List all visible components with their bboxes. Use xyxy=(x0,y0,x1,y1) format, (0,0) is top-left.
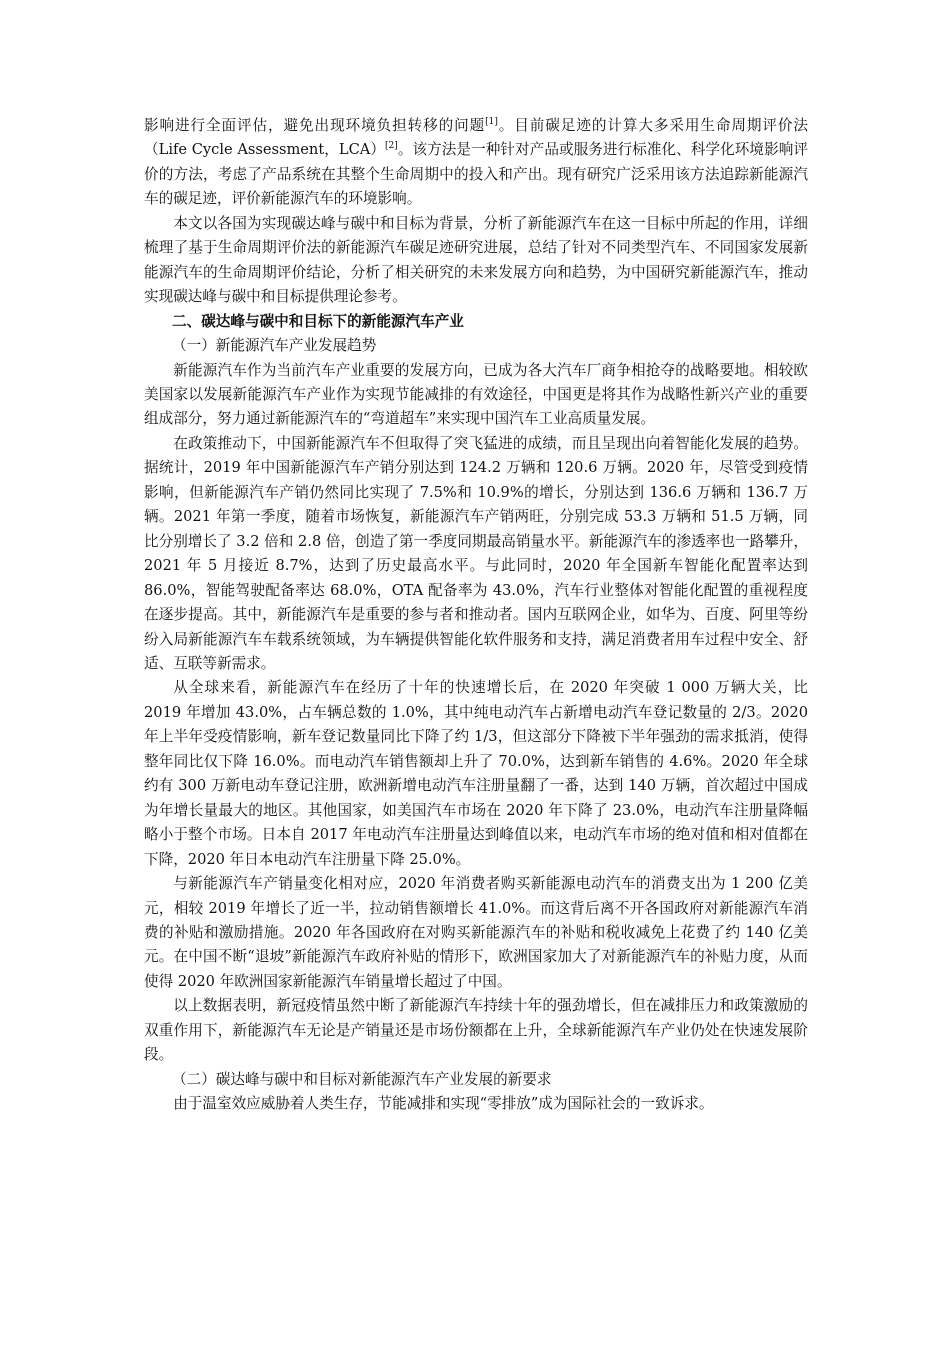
body-paragraph xyxy=(144,994,808,1067)
body-paragraph xyxy=(144,1092,808,1116)
section-heading xyxy=(144,310,808,334)
text-run: 二、碳达峰与碳中和目标下的新能源汽车产业 xyxy=(172,312,464,330)
text-run: 。目前碳足迹的计算大多采用生命周期评价法（Life Cycle Assessment，LCA） xyxy=(144,117,808,159)
text-run: 由于温室效应威胁着人类生存，节能减排和实现“零排放”成为国际社会的一致诉求。 xyxy=(173,1095,714,1113)
text-run: 与新能源汽车产销量变化相对应，2020 年消费者购买新能源电动汽车的消费支出为 1 200 亿美元，相较 2019 年增长了近一半，拉动销售额增长 41.0%。而这背后离不开各国政府对新能源汽车消费的补贴和激励措施。2020 年各国政府在对购买新能源汽车的补贴和税收减免上花费了约 140 亿美元。在中国不断“退坡”新能源汽车政府补贴的情形下，欧洲国家加大了对新能源汽车的补贴力度，从而使得 2020 年欧洲国家新能源汽车销量增长超过了中国。 xyxy=(144,875,808,990)
citation-marker: [2] xyxy=(385,141,398,152)
subsection-heading xyxy=(144,334,808,358)
text-run: （二）碳达峰与碳中和目标对新能源汽车产业发展的新要求 xyxy=(172,1070,552,1088)
text-run: 。该方法是一种针对产品或服务进行标准化、科学化环境影响评价的方法，考虑了产品系统在其整个生命周期中的投入和产出。现有研究广泛采用该方法追踪新能源汽车的碳足迹，评价新能源汽车的环境影响。 xyxy=(144,141,808,208)
citation-marker: [1] xyxy=(485,117,498,128)
body-paragraph xyxy=(144,432,808,677)
text-run: 影响进行全面评估，避免出现环境负担转移的问题 xyxy=(144,117,486,134)
body-paragraph xyxy=(144,359,808,432)
text-run: 新能源汽车作为当前汽车产业重要的发展方向，已成为各大汽车厂商争相抢夺的战略要地。相较欧美国家以发展新能源汽车产业作为实现节能减排的有效途径，中国更是将其作为战略性新兴产业的重要组成部分，努力通过新能源汽车的“弯道超车”来实现中国汽车工业高质量发展。 xyxy=(144,361,808,428)
text-run: 在政策推动下，中国新能源汽车不但取得了突飞猛进的成绩，而且呈现出向着智能化发展的趋势。据统计，2019 年中国新能源汽车产销分别达到 124.2 万辆和 120.6 万辆。2020 年，尽管受到疫情影响，但新能源汽车产销仍然同比实现了 7.5%和 10.9%的增长，分别达到 136.6 万辆和 136.7 万辆。2021 年第一季度，随着市场恢复，新能源汽车产销两旺，分别完成 53.3 万辆和 51.5 万辆，同比分别增长了 3.2 倍和 2.8 倍，创造了第一季度同期最高销量水平。新能源汽车的渗透率也一路攀升，2021 年 5 月接近 8.7%，达到了历史最高水平。与此同时，2020 年全国新车智能化配置率达到 86.0%，智能驾驶配备率达 68.0%，OTA 配备率为 43.0%，汽车行业整体对智能化配置的重视程度在逐步提高。其中，新能源汽车是重要的参与者和推动者。国内互联网企业，如华为、百度、阿里等纷纷入局新能源汽车车载系统领域，为车辆提供智能化软件服务和支持，满足消费者用车过程中安全、舒适、互联等新需求。 xyxy=(144,434,808,672)
text-run: 以上数据表明，新冠疫情虽然中断了新能源汽车持续十年的强劲增长，但在减排压力和政策激励的双重作用下，新能源汽车无论是产销量还是市场份额都在上升，全球新能源汽车产业仍处在快速发展阶段。 xyxy=(144,997,808,1064)
body-paragraph xyxy=(144,212,808,310)
body-paragraph xyxy=(144,114,808,212)
paper-body xyxy=(144,114,808,1117)
text-run: （一）新能源汽车产业发展趋势 xyxy=(172,337,377,355)
body-paragraph xyxy=(144,872,808,994)
text-run: 从全球来看，新能源汽车在经历了十年的快速增长后，在 2020 年突破 1 000 万辆大关，比 2019 年增加 43.0%，占车辆总数的 1.0%，其中纯电动汽车占新增电动汽车登记数量的 2/3。2020 年上半年受疫情影响，新车登记数量同比下降了约 1/3，但这部分下降被下半年强劲的需求抵消，使得整年同比仅下降 16.0%。而电动汽车销售额却上升了 70.0%，达到新车销售的 4.6%。2020 年全球约有 300 万新电动车登记注册，欧洲新增电动汽车注册量翻了一番，达到 140 万辆，首次超过中国成为年增长量最大的地区。其他国家，如美国汽车市场在 2020 年下降了 23.0%，电动汽车注册量降幅略小于整个市场。日本自 2017 年电动汽车注册量达到峰值以来，电动汽车市场的绝对值和相对值都在下降，2020 年日本电动汽车注册量下降 25.0%。 xyxy=(144,679,808,868)
subsection-heading xyxy=(144,1068,808,1092)
text-run: 本文以各国为实现碳达峰与碳中和目标为背景，分析了新能源汽车在这一目标中所起的作用，详细梳理了基于生命周期评价法的新能源汽车碳足迹研究进展，总结了针对不同类型汽车、不同国家发展新能源汽车的生命周期评价结论，分析了相关研究的未来发展方向和趋势，为中国研究新能源汽车，推动实现碳达峰与碳中和目标提供理论参考。 xyxy=(144,214,808,306)
body-paragraph xyxy=(144,676,808,872)
